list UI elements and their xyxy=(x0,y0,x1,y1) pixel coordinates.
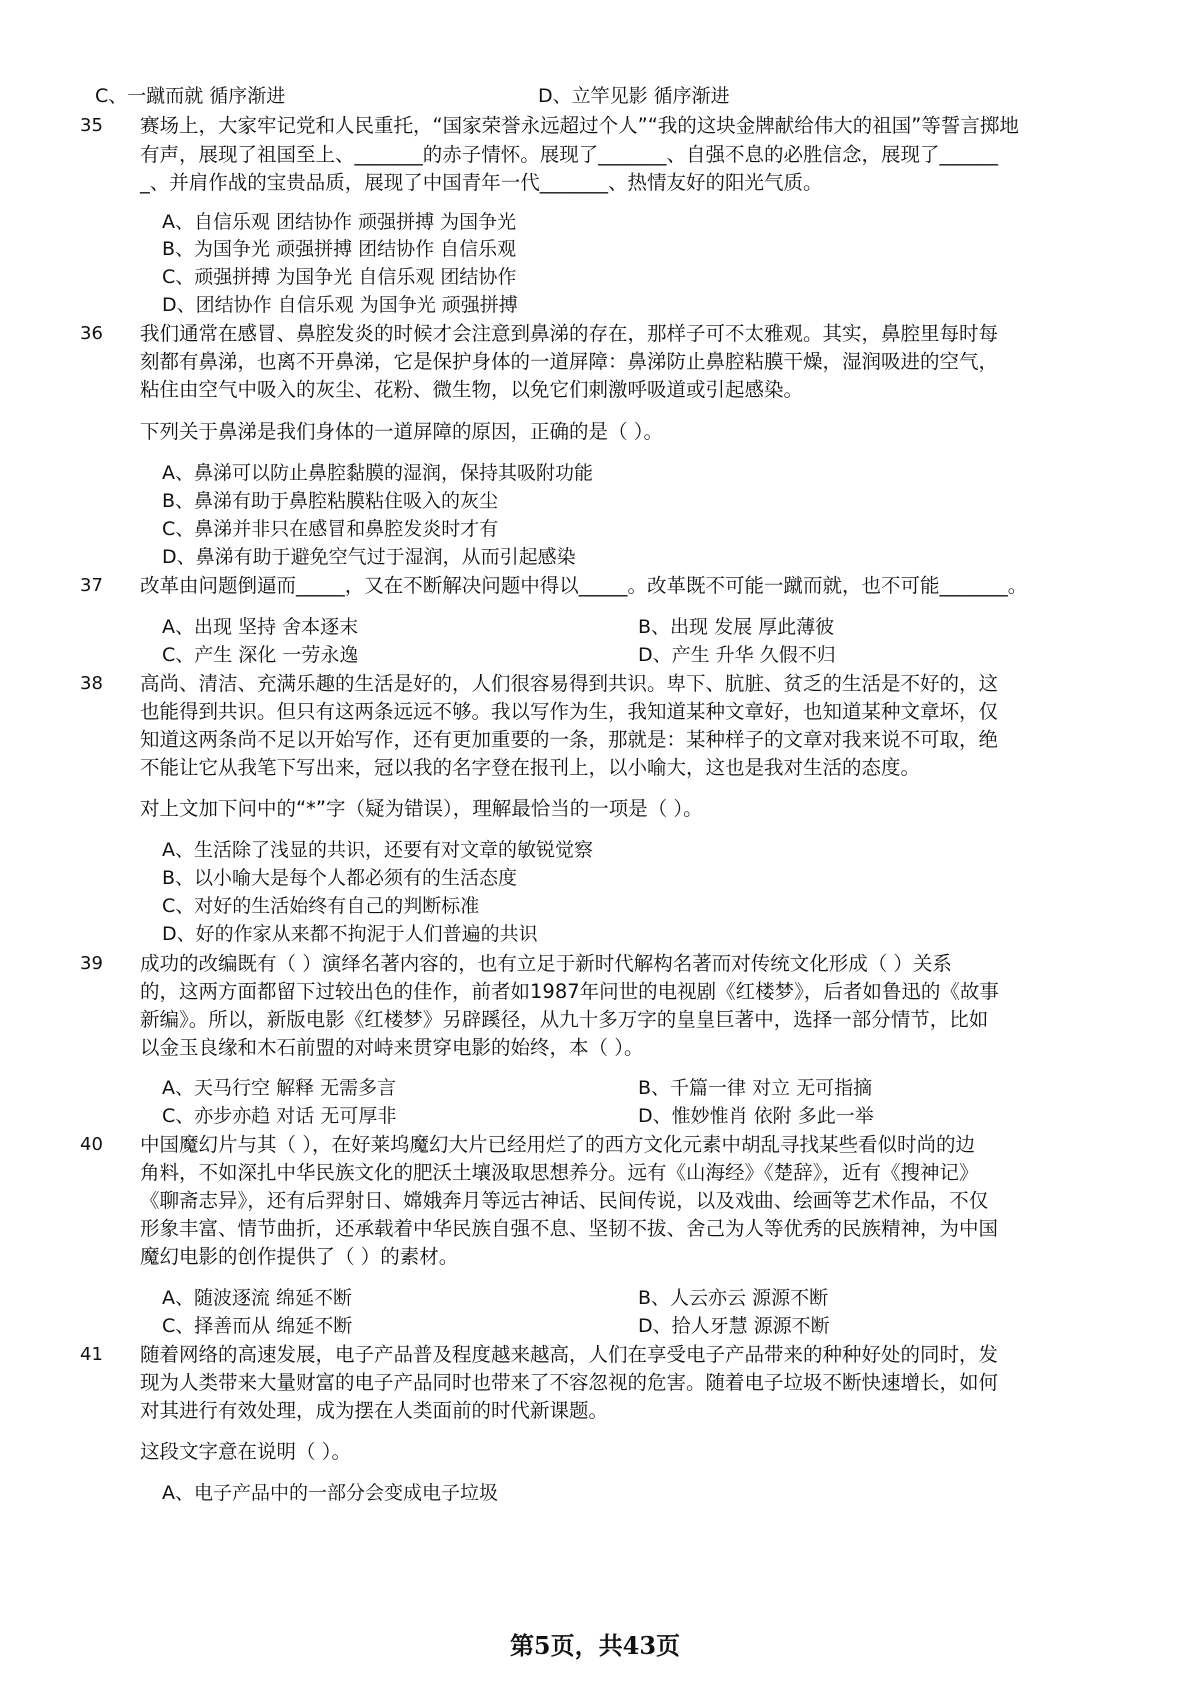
option-d: D、产生 升华 久假不归 xyxy=(638,644,836,666)
option-a: A、天马行空 解释 无需多言 xyxy=(162,1077,397,1099)
question-stem-line: 角料，不如深扎中华民族文化的肥沃土壤汲取思想养分。远有《山海经》《楚辞》，近有《搜神记》 xyxy=(140,1161,979,1184)
option-a: A、电子产品中的一部分会变成电子垃圾 xyxy=(162,1482,498,1504)
option-a: A、出现 坚持 舍本逐末 xyxy=(162,616,359,638)
question-stem-line: 粘住由空气中吸入的灰尘、花粉、微生物，以免它们刺激呼吸道或引起感染。 xyxy=(140,378,804,401)
question-number: 39 xyxy=(80,953,103,974)
option-d: D、好的作家从来都不拘泥于人们普遍的共识 xyxy=(162,923,538,945)
option-a: A、鼻涕可以防止鼻腔黏膜的湿润，保持其吸附功能 xyxy=(162,462,593,484)
question-stem-line: 的，这两方面都留下过较出色的佳作，前者如1987年问世的电视剧《红楼梦》，后者如鲁迅的《故事 xyxy=(140,980,999,1003)
q34-option-d: D、立竿见影 循序渐进 xyxy=(538,85,730,107)
option-b: B、以小喻大是每个人都必须有的生活态度 xyxy=(162,867,518,889)
question-number: 36 xyxy=(80,323,103,344)
option-d: D、惟妙惟肖 依附 多此一举 xyxy=(638,1105,874,1127)
option-d: D、团结协作 自信乐观 为国争光 顽强拼搏 xyxy=(162,294,518,316)
option-a: A、生活除了浅显的共识，还要有对文章的敏锐觉察 xyxy=(162,839,593,861)
option-c: C、产生 深化 一劳永逸 xyxy=(162,644,359,666)
question-prompt: 下列关于鼻涕是我们身体的一道屏障的原因，正确的是（ ）。 xyxy=(140,420,663,443)
question-number: 41 xyxy=(80,1344,103,1365)
question-stem-line: 现为人类带来大量财富的电子产品同时也带来了不容忽视的危害。随着电子垃圾不断快速增长，如何 xyxy=(140,1371,999,1394)
question-stem-line: 以金玉良缘和木石前盟的对峙来贯穿电影的始终，本（ ）。 xyxy=(140,1036,644,1059)
option-d: D、鼻涕有助于避免空气过于湿润，从而引起感染 xyxy=(162,546,576,568)
question-stem-line: 刻都有鼻涕，也离不开鼻涕，它是保护身体的一道屏障：鼻涕防止鼻腔粘膜干燥，湿润吸进的空气， xyxy=(140,350,999,373)
question-stem-line: 随着网络的高速发展，电子产品普及程度越来越高，人们在享受电子产品带来的种种好处的同时，发 xyxy=(140,1343,999,1366)
option-b: B、人云亦云 源源不断 xyxy=(638,1287,829,1309)
option-c: C、择善而从 绵延不断 xyxy=(162,1315,353,1337)
question-number: 37 xyxy=(80,575,103,596)
question-stem-line: 有声，展现了祖国至上、_______的赤子情怀。展现了_______、自强不息的必胜信念，展现了______ xyxy=(140,143,999,166)
question-number: 35 xyxy=(80,115,103,136)
question-stem-line: 高尚、清洁、充满乐趣的生活是好的，人们很容易得到共识。卑下、肮脏、贫乏的生活是不好的，这 xyxy=(140,672,999,695)
question-stem-line: 赛场上，大家牢记党和人民重托，“国家荣誉永远超过个人”“我的这块金牌献给伟大的祖国”等誓言掷地 xyxy=(140,114,1019,137)
question-stem-line: 新编》。所以，新版电影《红楼梦》另辟蹊径，从九十多万字的皇皇巨著中，选择一部分情节，比如 xyxy=(140,1008,989,1031)
option-c: C、顽强拼搏 为国争光 自信乐观 团结协作 xyxy=(162,266,517,288)
question-stem-line: 知道这两条尚不足以开始写作，还有更加重要的一条，那就是：某种样子的文章对我来说不可取，绝 xyxy=(140,728,999,751)
option-b: B、鼻涕有助于鼻腔粘膜粘住吸入的灰尘 xyxy=(162,490,499,512)
question-stem-line: 对其进行有效处理，成为摆在人类面前的时代新课题。 xyxy=(140,1399,609,1422)
question-stem-line: 不能让它从我笔下写出来，冠以我的名字登在报刊上，以小喻大，这也是我对生活的态度。 xyxy=(140,756,921,779)
question-number: 40 xyxy=(80,1134,103,1155)
option-c: C、对好的生活始终有自己的判断标准 xyxy=(162,895,480,917)
question-prompt: 对上文加下问中的“*”字（疑为错误），理解最恰当的一项是（ ）。 xyxy=(140,797,703,820)
question-stem-line: 《聊斋志异》，还有后羿射日、嫦娥奔月等远古神话、民间传说，以及戏曲、绘画等艺术作品，不仅 xyxy=(140,1189,989,1212)
question-stem-line: 也能得到共识。但只有这两条远远不够。我以写作为生，我知道某种文章好，也知道某种文章坏，仅 xyxy=(140,700,999,723)
question-stem-line: 中国魔幻片与其（ ），在好莱坞魔幻大片已经用烂了的西方文化元素中胡乱寻找某些看似时尚的边 xyxy=(140,1133,975,1156)
option-a: A、自信乐观 团结协作 顽强拼搏 为国争光 xyxy=(162,211,517,233)
question-stem-line: 形象丰富、情节曲折，还承载着中华民族自强不息、坚韧不拔、舍己为人等优秀的民族精神，为中国 xyxy=(140,1217,999,1240)
option-d: D、拾人牙慧 源源不断 xyxy=(638,1315,830,1337)
option-b: B、千篇一律 对立 无可指摘 xyxy=(638,1077,873,1099)
page-footer: 第5页，共43页 xyxy=(509,1631,681,1660)
option-a: A、随波逐流 绵延不断 xyxy=(162,1287,353,1309)
option-c: C、亦步亦趋 对话 无可厚非 xyxy=(162,1105,397,1127)
question-stem-line: _、并肩作战的宝贵品质，展现了中国青年一代_______、热情友好的阳光气质。 xyxy=(140,171,823,194)
question-stem-line: 我们通常在感冒、鼻腔发炎的时候才会注意到鼻涕的存在，那样子可不太雅观。其实，鼻腔里每时每 xyxy=(140,322,999,345)
question-stem-line: 成功的改编既有（ ）演绎名著内容的，也有立足于新时代解构名著而对传统文化形成（ ）关系 xyxy=(140,952,952,975)
question-stem-line: 改革由问题倒逼而_____，又在不断解决问题中得以_____。改革既不可能一蹴而就，也不可能_______。 xyxy=(140,574,1028,597)
question-prompt: 这段文字意在说明（ ）。 xyxy=(140,1440,351,1463)
option-b: B、为国争光 顽强拼搏 团结协作 自信乐观 xyxy=(162,238,517,260)
q34-option-c: C、一蹴而就 循序渐进 xyxy=(95,85,286,107)
option-c: C、鼻涕并非只在感冒和鼻腔发炎时才有 xyxy=(162,518,499,540)
question-number: 38 xyxy=(80,673,103,694)
option-b: B、出现 发展 厚此薄彼 xyxy=(638,616,835,638)
question-stem-line: 魔幻电影的创作提供了（ ）的素材。 xyxy=(140,1245,459,1268)
